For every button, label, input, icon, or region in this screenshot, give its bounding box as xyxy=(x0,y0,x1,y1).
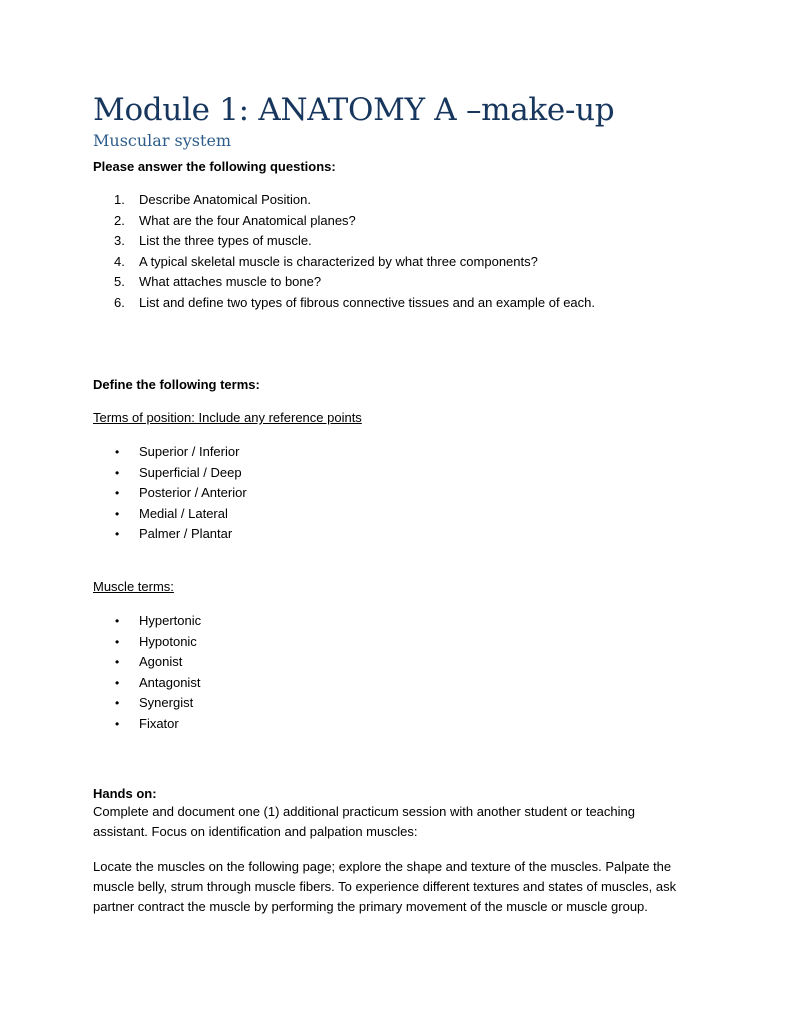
define-heading: Define the following terms: xyxy=(93,377,260,392)
list-item xyxy=(93,524,693,545)
item-number: 4. xyxy=(114,253,125,269)
list-item xyxy=(93,673,693,694)
item-text: A typical skeletal muscle is characterized by what three components? xyxy=(139,253,538,269)
item-text: List and define two types of fibrous connective tissues and an example of each. xyxy=(139,294,595,310)
bullet-icon: • xyxy=(115,655,120,670)
list-item xyxy=(93,632,693,653)
bullet-icon: • xyxy=(115,486,120,501)
list-item xyxy=(93,211,693,232)
item-text: Palmer / Plantar xyxy=(139,526,233,542)
list-item xyxy=(93,693,693,714)
bullet-icon: • xyxy=(115,527,120,542)
hands-on-heading: Hands on: xyxy=(93,786,157,801)
item-text: Agonist xyxy=(139,654,183,670)
item-number: 1. xyxy=(114,192,125,207)
item-number: 5. xyxy=(114,274,125,290)
muscle-terms-list xyxy=(93,611,693,735)
item-text: Describe Anatomical Position. xyxy=(139,192,311,207)
position-terms-heading: Terms of position: Include any reference points xyxy=(93,410,362,425)
bullet-icon: • xyxy=(115,696,120,711)
item-text: What are the four Anatomical planes? xyxy=(139,212,356,228)
item-text: List the three types of muscle. xyxy=(139,233,312,249)
list-item xyxy=(93,442,693,463)
list-item xyxy=(93,504,693,525)
item-text: Medial / Lateral xyxy=(139,505,228,521)
item-text: Superficial / Deep xyxy=(139,464,242,480)
bullet-icon: • xyxy=(115,445,120,459)
item-text: Posterior / Anterior xyxy=(139,485,247,501)
muscle-terms-heading: Muscle terms: xyxy=(93,579,174,594)
bullet-icon: • xyxy=(115,465,120,480)
item-number: 3. xyxy=(114,233,125,249)
item-text: What attaches muscle to bone? xyxy=(139,274,322,290)
hands-on-paragraph-2: Locate the muscles on the following page; explore the shape and texture of the muscles. Palpate the muscle belly, strum through muscle fibers. To experience different textures and states of muscles, ask partner contract the muscle by performing the primary movement of the muscle or muscle group. xyxy=(93,859,677,914)
hands-on-paragraph-1: Complete and document one (1) additional practicum session with another student or teaching assistant. Focus on identification and palpation muscles: xyxy=(93,804,635,839)
list-item xyxy=(93,252,693,273)
list-item xyxy=(93,483,693,504)
item-text: Synergist xyxy=(139,695,194,711)
bullet-icon: • xyxy=(115,634,120,649)
list-item xyxy=(93,652,693,673)
page-subtitle: Muscular system xyxy=(93,131,232,150)
bullet-icon: • xyxy=(115,675,120,690)
list-item xyxy=(93,272,693,293)
item-text: Superior / Inferior xyxy=(139,444,240,459)
bullet-icon: • xyxy=(115,614,120,628)
list-item xyxy=(93,714,693,735)
item-number: 6. xyxy=(114,294,125,310)
item-text: Fixator xyxy=(139,715,179,731)
bullet-icon: • xyxy=(115,506,120,521)
position-terms-list xyxy=(93,442,693,545)
questions-heading: Please answer the following questions: xyxy=(93,159,336,174)
page-title: Module 1: ANATOMY A –make-up xyxy=(93,92,615,128)
questions-list xyxy=(93,190,693,314)
list-item xyxy=(93,463,693,484)
item-number: 2. xyxy=(114,212,125,228)
item-text: Hypertonic xyxy=(139,613,202,628)
list-item xyxy=(93,293,693,314)
item-text: Hypotonic xyxy=(139,633,197,649)
list-item xyxy=(93,231,693,252)
list-item xyxy=(93,190,693,211)
item-text: Antagonist xyxy=(139,674,201,690)
list-item xyxy=(93,611,693,632)
bullet-icon: • xyxy=(115,716,120,731)
